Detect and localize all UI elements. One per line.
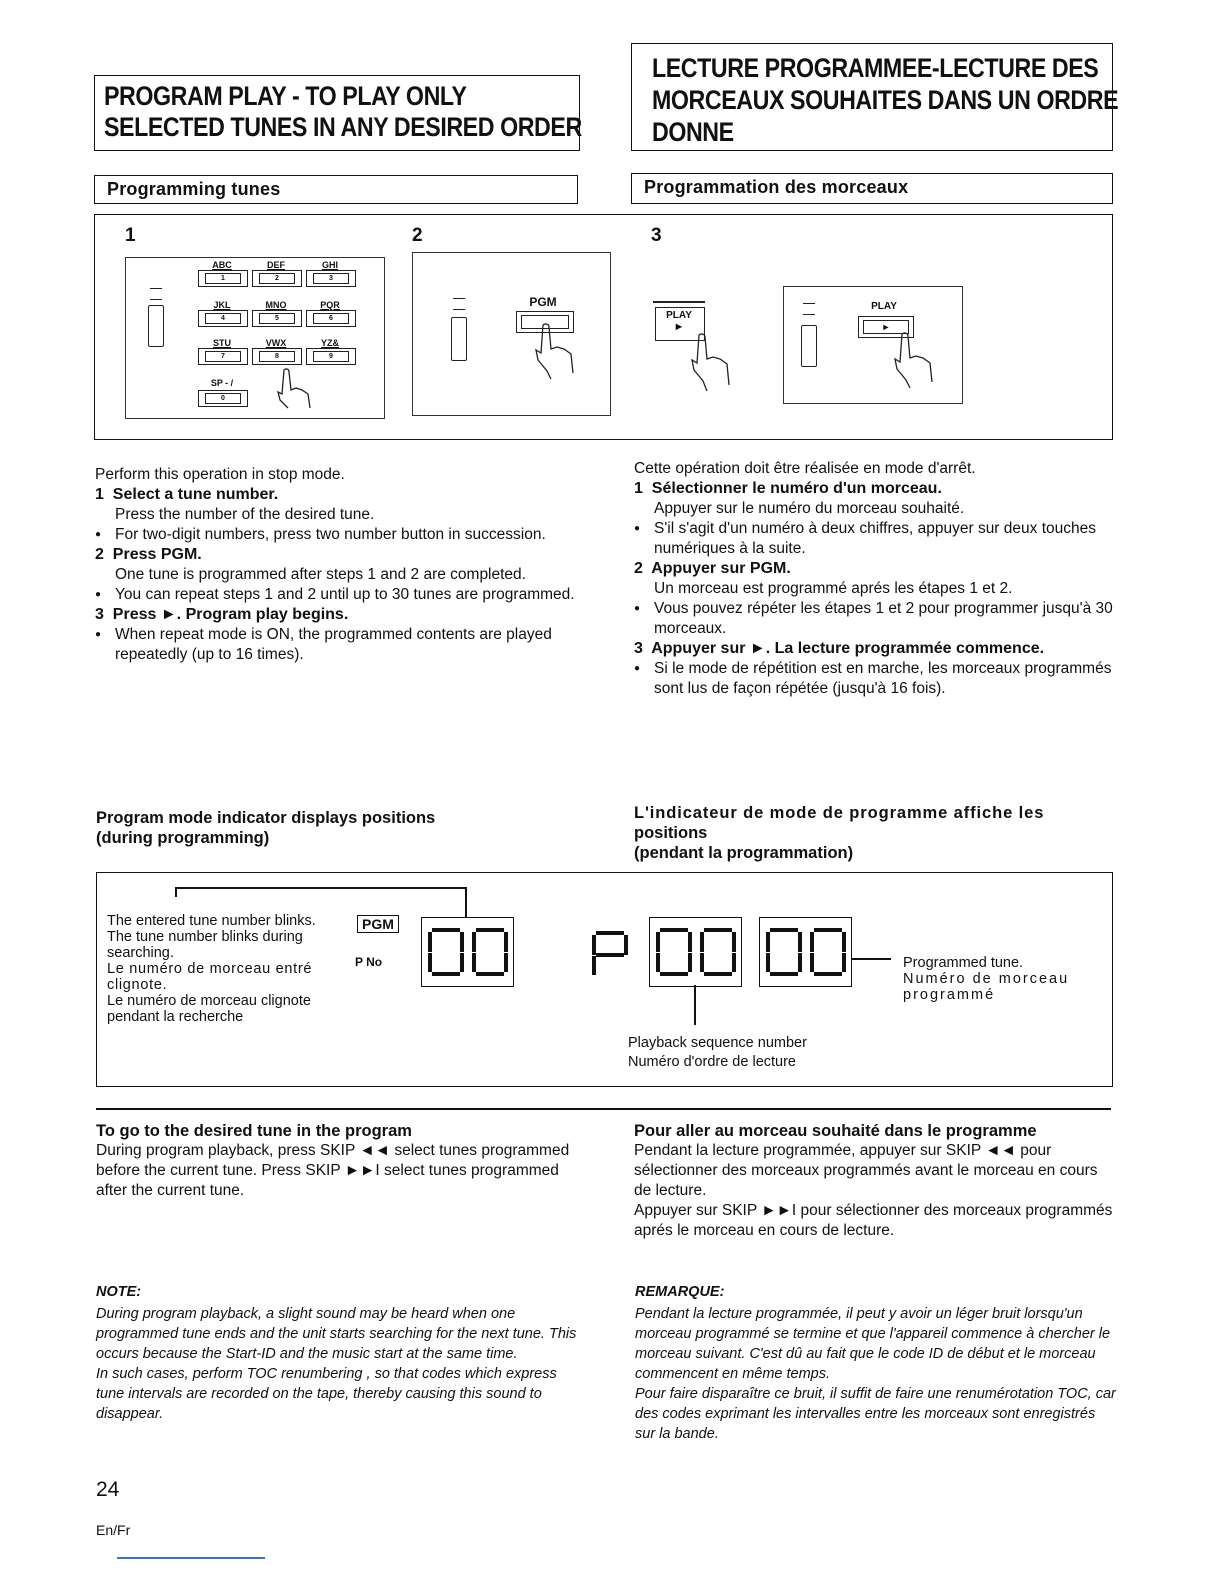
hand-pointer-icon [689,333,737,395]
remote-icon [451,317,467,361]
step1-bullet-en: ● For two-digit numbers, press two number button in succession. [95,525,583,545]
note-p2-fr: Pour faire disparaître ce bruit, il suffit de faire une renumérotation TOC, car des codes exprimant les intervalles entre les morceaux sont enregistrés sur la bande. [635,1386,1116,1442]
sequence-digit-2 [700,928,736,976]
caption-en1: The entered tune number blinks. [107,913,316,929]
play-label: PLAY [871,301,897,312]
indicator-heading-en-line2: (during programming) [96,829,270,847]
segment-a [432,928,460,932]
key-label-sp: SP - / [210,378,234,388]
note-p2-en: In such cases, perform TOC renumbering , so that codes which express tune intervals are recorded on the tape, thereby causing this sound to disappear. [96,1366,557,1422]
segment-d [814,972,842,976]
indicator-heading-en [96,808,576,848]
leader-line [175,887,177,897]
key-label-jkl: JKL [213,300,231,310]
indicator-heading-fr-line1: L'indicateur de mode de programme affiche les [634,804,1045,822]
segment-a [476,928,504,932]
step3-head-en: 3 Press ►. Program play begins. [95,606,349,623]
display-caption-left [107,913,352,1025]
entered-digit-2 [472,928,508,976]
segment-b [798,932,802,952]
goto-section-en [96,1121,580,1201]
key-3-label: 3 [313,273,349,284]
tune-digit-2 [810,928,846,976]
key-label-vwx: VWX [265,338,287,348]
segment-g [596,953,624,957]
segment-a [704,928,732,932]
goto-head-en: To go to the desired tune in the program [96,1122,412,1140]
link-underline [117,1557,265,1559]
segment-a [770,928,798,932]
intro-fr: Cette opération doit être réalisée en mode d'arrêt. [634,460,976,477]
figure-step-3: 3 [651,225,662,246]
entered-digit-1 [428,928,464,976]
segment-f [656,932,660,952]
instructions-en [95,465,583,665]
sequence-digit-1 [656,928,692,976]
step3-head-fr: 3 Appuyer sur ►. La lecture programmée commence. [634,640,1045,657]
step2-head-en: 2 Press PGM. [95,546,202,563]
key-6-label: 6 [313,313,349,324]
signal-icon [453,298,465,310]
segment-f [592,935,596,955]
pgm-label: PGM [529,295,557,309]
subtitle-en: Programming tunes [94,175,578,204]
note-head-en: NOTE: [96,1284,142,1300]
pgm-panel [412,252,611,416]
key-5[interactable] [252,310,302,327]
indicator-heading-fr [634,803,1114,863]
key-label-ghi: GHI [321,260,338,270]
segment-c [798,953,802,972]
key-2-label: 2 [259,273,295,284]
segment-a [660,928,688,932]
segment-b [688,932,692,952]
key-label-yz: YZ& [321,338,339,348]
instructions-fr [634,459,1114,699]
segment-d [704,972,732,976]
goto-text-fr-1: Pendant la lecture programmée, appuyer sur SKIP ◄◄ pour sélectionner des morceaux programmés avant le morceau en cours de lecture. [634,1142,1098,1199]
caption-fr2: Le numéro de morceau clignote pendant la recherche [107,993,311,1025]
key-label-abc: ABC [212,260,232,270]
segment-f [810,932,814,952]
segment-a [814,928,842,932]
segment-e [766,953,770,972]
key-9-label: 9 [313,351,349,362]
hand-pointer-icon [533,323,583,383]
pno-label: P No [355,955,383,969]
segment-e [592,956,596,975]
segment-e [700,953,704,972]
title-fr-line2: MORCEAUX SOUHAITES DANS UN ORDRE [652,85,1119,115]
segment-b [624,935,628,955]
key-7-label: 7 [205,351,241,362]
key-5-label: 5 [259,313,295,324]
step1-text-fr: Appuyer sur le numéro du morceau souhaité. [654,500,965,517]
note-head-fr: REMARQUE: [635,1284,725,1300]
leader-line [465,887,467,917]
segment-d [770,972,798,976]
sequence-number-display [649,917,742,987]
signal-icon [150,288,162,300]
intro-en: Perform this operation in stop mode. [95,466,345,483]
key-label-def: DEF [267,260,285,270]
step2-text-en: One tune is programmed after steps 1 and 2 are completed. [115,566,526,583]
key-9[interactable] [306,348,356,365]
segment-a [596,931,624,935]
key-4-label: 4 [205,313,241,324]
goto-head-fr: Pour aller au morceau souhaité dans le programme [634,1122,1037,1140]
segment-e [656,953,660,972]
hand-pointer-icon [892,332,940,392]
indicator-heading-fr-line2: positions [634,824,708,842]
key-3[interactable] [306,270,356,287]
step2-text-fr: Un morceau est programmé aprés les étapes 1 et 2. [654,580,1013,597]
goto-text-en: During program playback, press SKIP ◄◄ select tunes programmed before the current tune. Press SKIP ►►I select tunes programmed after the current tune. [96,1142,570,1199]
segment-e [810,953,814,972]
key-label-pqr: PQR [320,300,340,310]
play-symbol: ► [863,320,909,334]
segment-f [428,932,432,952]
p-letter [592,931,628,979]
goto-text-fr-2: Appuyer sur SKIP ►►I pour sélectionner des morceaux programmés aprés le morceau en cours de lecture. [634,1202,1113,1239]
key-8-label: 8 [259,351,295,362]
segment-e [428,953,432,972]
remote-icon [801,325,817,367]
programmed-tune-caption [903,955,1103,1003]
note-p1-fr: Pendant la lecture programmée, il peut y avoir un léger bruit lorsqu'un morceau programmé se termine et que l'appareil commence à chercher le morceau suivant. C'est dû au fait que le code ID de début et le morceau commencent en même temps. [635,1306,1111,1382]
segment-c [504,953,508,972]
note-en [96,1282,580,1424]
tune-number-display [759,917,852,987]
leader-line [851,958,891,960]
leader-line [694,985,696,1025]
title-box-en [94,75,580,151]
step3-bullet-en: ● When repeat mode is ON, the programmed contents are played repeatedly (up to 16 times). [95,625,583,665]
key-0[interactable] [198,390,248,407]
step2-bullet-fr: ● Vous pouvez répéter les étapes 1 et 2 pour programmer jusqu'à 30 morceaux. [634,599,1114,639]
keypad-panel [125,257,385,419]
segment-c [460,953,464,972]
figure-step-2: 2 [412,225,423,246]
pgm-indicator-badge: PGM [357,915,399,933]
title-en-line2: SELECTED TUNES IN ANY DESIRED ORDER [104,112,582,142]
segment-f [766,932,770,952]
caption-en2: The tune number blinks during searching. [107,929,303,961]
segment-b [460,932,464,952]
programmed-tune-en: Programmed tune. [903,955,1024,971]
play-label-deck: PLAY [666,310,692,321]
step2-bullet-en: ● You can repeat steps 1 and 2 until up to 30 tunes are programmed. [95,585,583,605]
caption-fr1: Le numéro de morceau entré clignote. [107,961,313,993]
step3-bullet-fr: ● Si le mode de répétition est en marche, les morceaux programmés sont lus de façon répétée (jusqu'à 16 fois). [634,659,1114,699]
title-fr-line1: LECTURE PROGRAMMEE-LECTURE DES [652,53,1099,83]
step1-text-en: Press the number of the desired tune. [115,506,375,523]
segment-f [700,932,704,952]
play-symbol-deck: ► [673,321,685,333]
note-p1-en: During program playback, a slight sound may be heard when one programmed tune ends and the unit starts searching for the next tune. This occurs because the Start-ID and the music start at the same time. [96,1306,577,1362]
entered-number-display [421,917,514,987]
note-fr [635,1282,1117,1444]
segment-f [472,932,476,952]
key-4[interactable] [198,310,248,327]
subtitle-fr: Programmation des morceaux [631,173,1113,204]
segment-b [504,932,508,952]
segment-c [732,953,736,972]
step1-bullet-fr: ● S'il s'agit d'un numéro à deux chiffres, appuyer sur deux touches numériques à la suite. [634,519,1114,559]
segment-b [732,932,736,952]
signal-icon [803,303,815,315]
key-1-label: 1 [205,273,241,284]
goto-section-fr [634,1121,1114,1241]
remote-icon [148,305,164,347]
segment-c [688,953,692,972]
figure-step-1: 1 [125,225,136,246]
step1-head-en: 1 Select a tune number. [95,486,279,503]
page-number: 24 [96,1478,120,1501]
leader-line [175,887,465,889]
programmed-tune-fr: Numéro de morceau programmé [903,971,1070,1003]
sequence-en: Playback sequence number [628,1035,807,1051]
indicator-heading-fr-line3: (pendant la programmation) [634,844,854,862]
segment-b [842,932,846,952]
hand-pointer-icon [276,368,316,414]
segment-c [842,953,846,972]
play-remote-panel [783,286,963,404]
segment-d [660,972,688,976]
sequence-caption [628,1035,868,1070]
key-1[interactable] [198,270,248,287]
step2-head-fr: 2 Appuyer sur PGM. [634,560,791,577]
key-6[interactable] [306,310,356,327]
title-box-fr [631,43,1119,151]
key-2[interactable] [252,270,302,287]
key-8[interactable] [252,348,302,365]
display-figure [96,872,1113,1087]
divider [96,1108,1111,1110]
sequence-fr: Numéro d'ordre de lecture [628,1054,796,1070]
key-7[interactable] [198,348,248,365]
language-code: En/Fr [96,1522,131,1538]
segment-e [472,953,476,972]
segment-d [476,972,504,976]
key-label-stu: STU [213,338,231,348]
title-en-line1: PROGRAM PLAY - TO PLAY ONLY [104,81,467,111]
segment-d [432,972,460,976]
operation-figure [94,214,1113,440]
step1-head-fr: 1 Sélectionner le numéro d'un morceau. [634,480,942,497]
key-0-label: 0 [205,393,241,404]
key-label-mno: MNO [265,300,287,310]
title-fr-line3: DONNE [652,117,734,147]
indicator-heading-en-line1: Program mode indicator displays positions [96,809,436,827]
tune-digit-1 [766,928,802,976]
